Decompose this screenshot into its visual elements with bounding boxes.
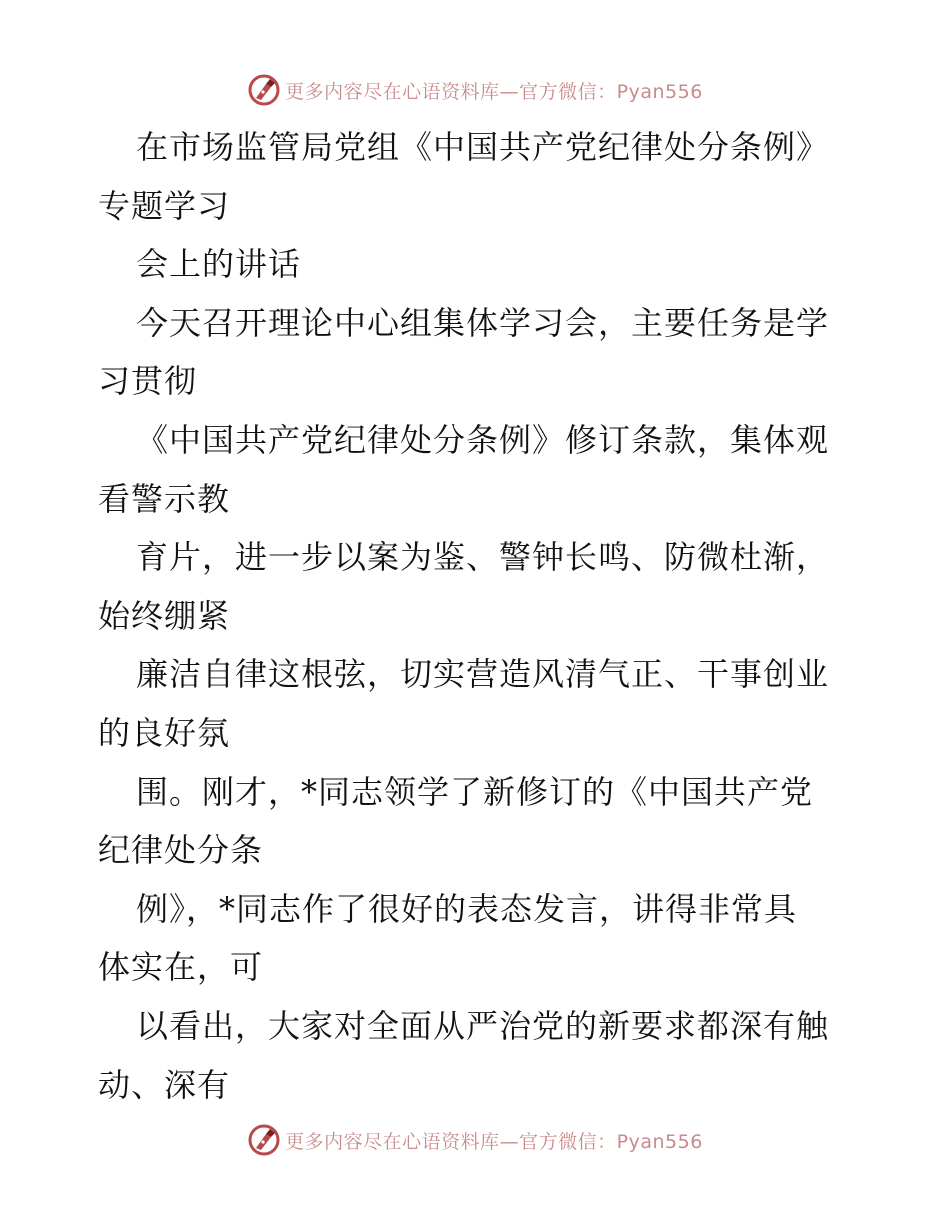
text-line: 围。刚才，*同志领学了新修订的《中国共产党: [136, 772, 814, 811]
text-line: 看警示教: [98, 479, 231, 518]
text-line: 《中国共产党纪律处分条例》修订条款，集体观: [136, 420, 830, 459]
document-body: [98, 118, 858, 1114]
text-line: 廉洁自律这根弦，切实营造风清气正、干事创业: [136, 655, 830, 694]
text-line: 会上的讲话: [136, 245, 302, 284]
text-line: 今天召开理论中心组集体学习会，主要任务是学: [136, 303, 830, 342]
pen-nib-logo-icon: [247, 1123, 281, 1157]
text-line: 纪律处分条: [98, 831, 264, 870]
watermark-text: 更多内容尽在心语资料库—官方微信：Pyan556: [285, 80, 703, 103]
text-line: 专题学习: [98, 186, 231, 225]
footer-watermark: [0, 1122, 950, 1158]
text-line: 体实在，可: [98, 948, 264, 987]
text-line: 始终绷紧: [98, 596, 231, 635]
text-line: 育片，进一步以案为鉴、警钟长鸣、防微杜渐，: [136, 538, 830, 577]
text-line: 例》，*同志作了很好的表态发言，讲得非常具: [136, 889, 798, 928]
text-line: 习贯彻: [98, 362, 198, 401]
text-line: 以看出，大家对全面从严治党的新要求都深有触: [136, 1006, 830, 1045]
header-watermark: [0, 72, 950, 108]
pen-nib-logo-icon: [247, 73, 281, 107]
text-line: 的良好氛: [98, 713, 231, 752]
watermark-text: 更多内容尽在心语资料库—官方微信：Pyan556: [285, 1130, 703, 1153]
text-line: 在市场监管局党组《中国共产党纪律处分条例》: [136, 128, 830, 166]
text-line: 动、深有: [98, 1065, 231, 1104]
